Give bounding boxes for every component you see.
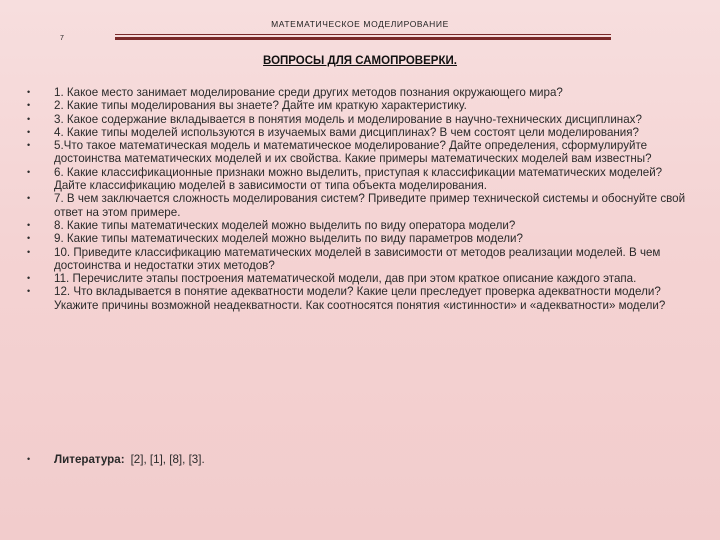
- section-heading: ВОПРОСЫ ДЛЯ САМОПРОВЕРКИ.: [263, 55, 457, 67]
- bullet-icon: •: [27, 233, 31, 244]
- list-item: [27, 192, 692, 219]
- list-item: [27, 219, 692, 232]
- list-item: [27, 99, 692, 112]
- bullet-icon: •: [27, 140, 31, 151]
- question-text: 12. Что вкладывается в понятие адекватности модели? Какие цели преследует проверка адекватности модели? Укажите причины возможной неадекватности. Как соотносятся понятия «истинности» и «адекватности» модели?: [54, 285, 666, 312]
- question-text: 4. Какие типы моделей используются в изучаемых вами дисциплинах? В чем состоят цели моделирования?: [54, 125, 639, 139]
- list-item: [27, 166, 692, 193]
- question-text: 6. Какие классификационные признаки можно выделить, приступая к классификации математических моделей? Дайте классификацию моделей в зависимости от типа объекта моделирования.: [54, 165, 663, 193]
- list-item: [27, 113, 692, 126]
- header-title: МАТЕМАТИЧЕСКОЕ МОДЕЛИРОВАНИЕ: [271, 19, 449, 29]
- question-text: 11. Перечислите этапы построения математической модели, дав при этом краткое описание каждого этапа.: [54, 272, 637, 286]
- literature-refs: [2], [1], [8], [3].: [130, 453, 205, 466]
- bullet-icon: •: [27, 454, 31, 464]
- bullet-icon: •: [27, 286, 31, 297]
- slide-number: 7: [60, 35, 64, 42]
- list-item: [27, 285, 692, 312]
- header-rule-thick: [115, 37, 611, 40]
- list-item: [27, 139, 692, 166]
- bullet-icon: •: [27, 166, 31, 177]
- list-item: [27, 86, 692, 99]
- bullet-icon: •: [27, 273, 31, 284]
- question-text: 5.Что такое математическая модель и математическое моделирование? Дайте определения, сформулируйте достоинства математических моделей и их свойства. Какие примеры математических моделей вам известны?: [54, 139, 652, 166]
- bullet-icon: •: [27, 100, 31, 111]
- list-item: [27, 246, 692, 273]
- literature-label: Литература:: [54, 453, 125, 466]
- question-text: 7. В чем заключается сложность моделирования систем? Приведите пример технической системы и обоснуйте свой ответ на этом примере.: [54, 192, 686, 219]
- question-text: 1. Какое место занимает моделирование среди других методов познания окружающего мира?: [54, 86, 563, 99]
- literature-line: [27, 453, 692, 466]
- bullet-icon: •: [27, 246, 31, 257]
- list-item: [27, 272, 692, 285]
- header-rule-thin: [115, 34, 611, 35]
- question-text: 10. Приведите классификацию математических моделей в зависимости от методов реализации моделей. В чем достоинства и недостатки этих методов?: [54, 245, 661, 272]
- list-item: [27, 126, 692, 139]
- bullet-icon: •: [27, 87, 31, 97]
- bullet-icon: •: [27, 113, 31, 124]
- bullet-icon: •: [27, 193, 31, 204]
- bullet-icon: •: [27, 219, 31, 230]
- question-text: 2. Какие типы моделирования вы знаете? Дайте им краткую характеристику.: [54, 99, 467, 113]
- question-text: 3. Какое содержание вкладывается в понятия модель и моделирование в научно-технических дисциплинах?: [54, 112, 642, 126]
- bullet-icon: •: [27, 126, 31, 137]
- question-text: 9. Какие типы математических моделей можно выделить по виду параметров модели?: [54, 232, 523, 246]
- questions-list: [27, 86, 692, 312]
- list-item: [27, 232, 692, 245]
- question-text: 8. Какие типы математических моделей можно выделить по виду оператора модели?: [54, 218, 516, 232]
